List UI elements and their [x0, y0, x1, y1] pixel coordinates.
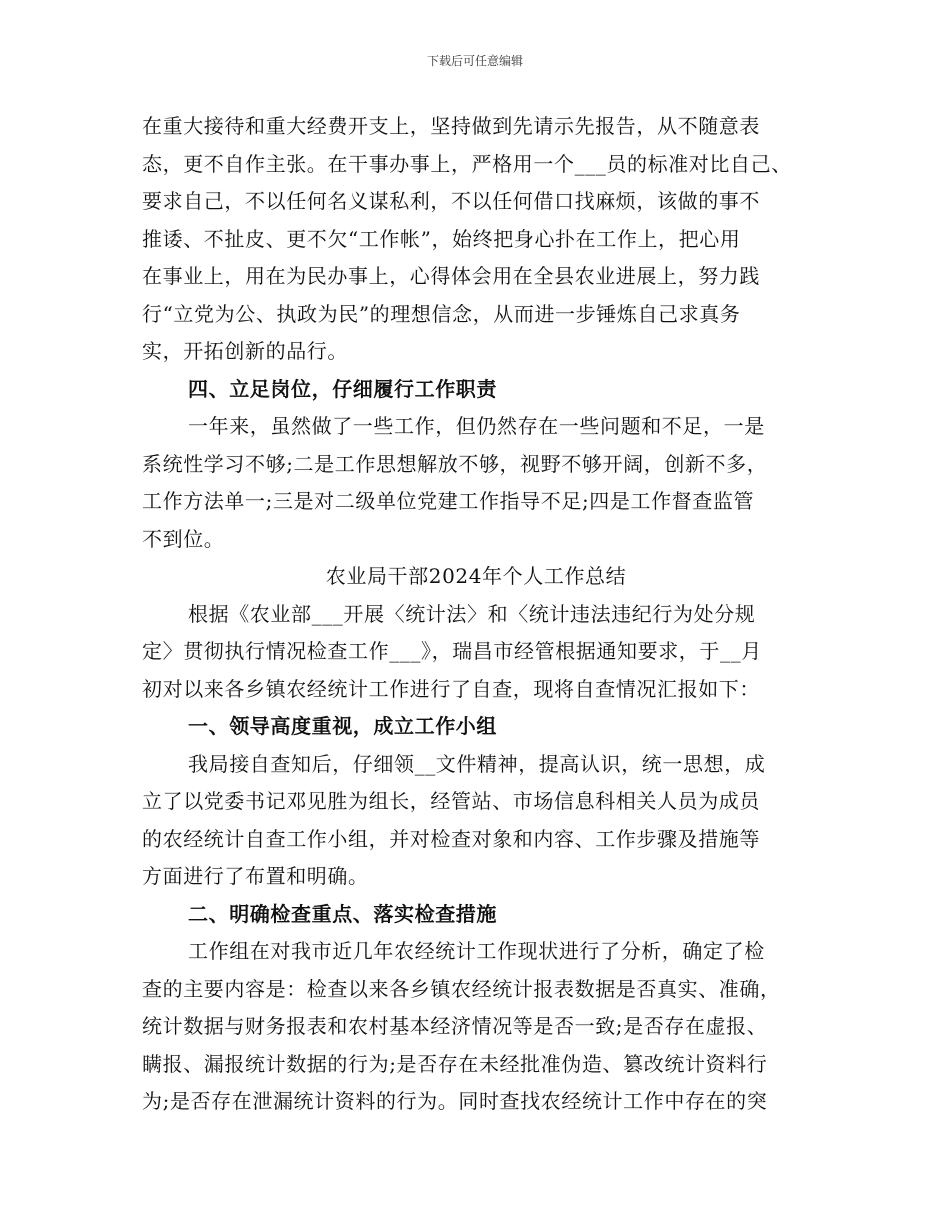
text-line: 一年来，虽然做了一些工作，但仍然存在一些问题和不足，一是	[188, 414, 765, 438]
document-body	[142, 108, 810, 1121]
text-line: 瞒报、漏报统计数据的行为;是否存在未经批准伪造、篡改统计资料行	[142, 1051, 768, 1076]
text-line: 我局接自查知后，仔细领__文件精神，提高认识，统一思想，成	[188, 751, 766, 776]
text-line: 初对以来各乡镇农经统计工作进行了自查，现将自查情况汇报如下：	[142, 676, 760, 701]
text-line: 推诿、不扯皮、更不欠“工作帐”，始终把身心扑在工作上，把心用	[142, 226, 741, 251]
text-line: 实，开拓创新的品行。	[142, 339, 348, 363]
text-line: 为;是否存在泄漏统计资料的行为。同时查找农经统计工作中存在的突	[142, 1089, 768, 1113]
text-line: 工作方法单一;三是对二级单位党建工作指导不足;四是工作督查监管	[142, 489, 755, 513]
text-line: 态，更不自作主张。在干事办事上，严格用一个___员的标准对比自己、	[142, 151, 792, 176]
section-heading-4: 四、立足岗位，仔细履行工作职责	[188, 376, 497, 401]
text-line: 要求自己，不以任何名义谋私利，不以任何借口找麻烦，该做的事不	[142, 189, 760, 213]
text-line: 定〉贯彻执行情况检查工作___》，瑞昌市经管根据通知要求，于__月	[142, 639, 762, 663]
section-heading-1: 一、领导高度重视，成立工作小组	[188, 714, 497, 738]
text-line: 系统性学习不够;二是工作思想解放不够，视野不够开阔，创新不多，	[142, 451, 768, 476]
text-line: 行“立党为公、执政为民”的理想信念，从而进一步锤炼自己求真务	[142, 301, 741, 326]
text-line: 查的主要内容是：检查以来各乡镇农经统计报表数据是否真实、准确，	[142, 976, 781, 1001]
text-line: 根据《农业部___开展〈统计法〉和〈统计违法违纪行为处分规	[188, 601, 756, 626]
text-line: 在事业上，用在为民办事上，心得体会用在全县农业进展上，努力践	[142, 264, 760, 288]
text-line: 立了以党委书记邓见胜为组长，经管站、市场信息科相关人员为成员	[142, 789, 760, 813]
text-line: 工作组在对我市近几年农经统计工作现状进行了分析，确定了检	[188, 939, 765, 963]
text-line: 的农经统计自查工作小组，并对检查对象和内容、工作步骤及措施等	[142, 826, 760, 851]
text-line: 方面进行了布置和明确。	[142, 864, 369, 888]
text-line: 不到位。	[142, 526, 225, 551]
text-line: 统计数据与财务报表和农村基本经济情况等是否一致;是否存在虚报、	[142, 1014, 768, 1038]
page-header: 下载后可任意编辑	[426, 54, 523, 68]
document-title: 农业局干部2024年个人工作总结	[325, 564, 627, 588]
text-line: 在重大接待和重大经费开支上，坚持做到先请示先报告，从不随意表	[142, 114, 760, 138]
section-heading-2: 二、明确检查重点、落实检查措施	[188, 901, 497, 926]
